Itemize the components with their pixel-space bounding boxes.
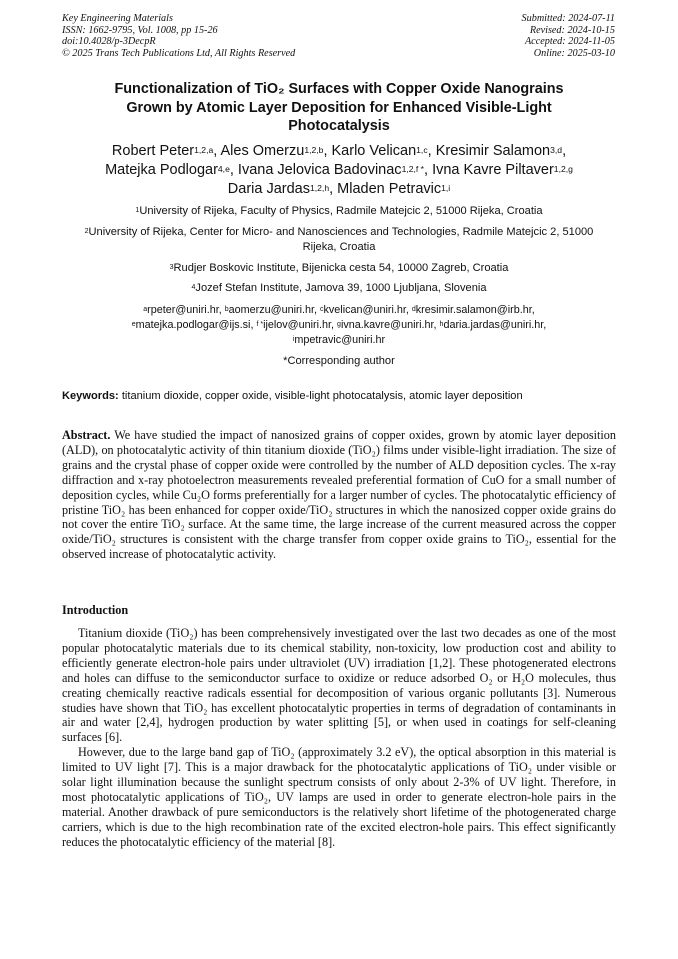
copyright: © 2025 Trans Tech Publications Ltd, All Rights Reserved: [62, 47, 296, 59]
email[interactable]: $^c$kvelican@uniri.hr: [320, 303, 406, 316]
keywords-text: titanium dioxide, copper oxide, visible-light photocatalysis, atomic layer deposition: [121, 390, 523, 402]
author-list: [66, 142, 612, 199]
revised-date: Revised: 2024-10-15: [529, 24, 615, 36]
email[interactable]: $^d$kresimir.salamon@irb.hr: [411, 303, 532, 316]
author-line: Robert Peter$^{1,2,a}$, Ales Omerzu$^{1,2,b}$, Karlo Velican$^{1,c}$, Kresimir Salamon$^{3,d}$,: [111, 143, 567, 159]
introduction-body: [62, 626, 616, 850]
affiliation: $^1$University of Rijeka, Faculty of Physics, Radmile Matejcic 2, 51000 Rijeka, Croatia: [135, 205, 543, 217]
author-line: Daria Jardas$^{1,2,h}$, Mladen Petravic$^{1,i}$: [227, 181, 451, 197]
paragraph: However, due to the large band gap of TiO₂ (approximately 3.2 eV), the optical absorption in this material is limited to UV light [7]. This is a major drawback for the photocatalytic applications of TiO₂ under visible or solar light illumination because the sunlight spectrum consists of only about 2-3% of UV light. Therefore, in most photocatalytic applications of TiO₂, UV lamps are used in order to generate electron-hole pairs in the material. Another drawback of pure semiconductors is the relatively short lifetime of the photogenerated charge carriers, which is due to the high recombination rate of the excited electron-hole pairs. This effect significantly reduces the photocatalytic efficiency of the material [8].: [62, 745, 616, 849]
author: Daria Jardas$^{1,2,h}$: [227, 181, 330, 197]
paragraph: Titanium dioxide (TiO₂) has been comprehensively investigated over the last two decades as one of the most popular photocatalytic materials due to its chemical stability, non-toxicity, low production cost and ability to efficiently generate electron-hole pairs under ultraviolet (UV) irradiation [1,2]. These photogenerated electrons and holes can diffuse to the semiconductor surface to oxidize or reduce adsorbed O₂ or H₂O molecules, thus creating chemically reactive radicals essential for decomposition of various organic pollutants [3]. Numerous studies have shown that TiO₂ has excellent photocatalytic properties in terms of degradation of contaminants in air and water [2,4], hydrogen production by water splitting [5], or when used in coatings for self-cleaning surfaces [6].: [62, 626, 616, 745]
author: Matejka Podlogar$^{4,e}$: [105, 162, 230, 178]
email[interactable]: $^h$daria.jardas@uniri.hr: [439, 318, 544, 331]
author-line: Matejka Podlogar$^{4,e}$, Ivana Jelovica Badovinac$^{1,2,f *}$, Ivna Kavre Piltaver$^{1,2,g}$: [105, 162, 573, 178]
author: Mladen Petravic$^{1,i}$: [337, 181, 451, 197]
journal-info: [62, 13, 295, 59]
corresponding-author-note: *Corresponding author: [283, 354, 395, 367]
keywords: [62, 389, 616, 404]
doi[interactable]: doi:10.4028/p-3DecpR: [62, 36, 156, 48]
email[interactable]: $^b$aomerzu@uniri.hr: [224, 303, 314, 316]
journal-name: Key Engineering Materials: [62, 13, 173, 24]
submitted-date: Submitted: 2024-07-11: [521, 13, 615, 24]
section-heading-introduction: Introduction: [62, 603, 129, 617]
email-list: $^a$rpeter@uniri.hr, $^b$aomerzu@uniri.hr, $^c$kvelican@uniri.hr, $^d$kresimir.salamon@irb.hr, $^e$matejka.podlogar@ijs.si, $^{f *}$ijelov@uniri.hr, $^g$ivna.kavre@uniri.hr, $^h$daria.jardas@uniri.hr, $^i$mpetravic@uniri.hr: [131, 303, 547, 346]
affiliations: [62, 204, 616, 369]
abstract: [62, 428, 616, 562]
paper-title: [80, 80, 598, 136]
issn: ISSN: 1662-9795, Vol. 1008, pp 15-26: [62, 24, 218, 36]
author: Ales Omerzu$^{1,2,b}$: [220, 143, 324, 159]
affiliation: $^3$Rudjer Boskovic Institute, Bijenicka cesta 54, 10000 Zagreb, Croatia: [169, 261, 509, 274]
title-line: Functionalization of TiO₂ Surfaces with Copper Oxide Nanograins: [114, 81, 564, 97]
accepted-date: Accepted: 2024-11-05: [524, 36, 615, 48]
online-date: Online: 2025-03-10: [533, 47, 615, 59]
title-line: Grown by Atomic Layer Deposition for Enhanced Visible-Light: [126, 99, 552, 116]
author: Kresimir Salamon$^{3,d}$: [435, 143, 563, 159]
affiliation: $^2$University of Rijeka, Center for Micro- and Nanosciences and Technologies, Radmile Matejcic 2, 51000 Rijeka, Croatia: [84, 225, 594, 253]
author: Robert Peter$^{1,2,a}$: [111, 143, 214, 159]
author: Ivna Kavre Piltaver$^{1,2,g}$: [432, 162, 573, 178]
email[interactable]: $^a$rpeter@uniri.hr: [143, 303, 219, 316]
email[interactable]: $^i$mpetravic@uniri.hr: [292, 333, 386, 346]
keywords-label: Keywords:: [62, 390, 119, 402]
author: Karlo Velican$^{1,c}$: [331, 143, 428, 159]
abstract-text: We have studied the impact of nanosized grains of copper oxides, grown by atomic layer deposition (ALD), on photocatalytic activity of thin titanium dioxide (TiO₂) films under visible-light irradiation. The size of grains and the crystal phase of copper oxide were controlled by the number of ALD deposition cycles. The x-ray diffraction and x-ray photoelectron measurements revealed preferential formation of CuO for a small number of deposition cycles, while Cu₂O forms preferentially for a larger number of cycles. The photocatalytic efficiency of pristine TiO₂ has been enhanced for copper oxide/TiO₂ structures in which the nanosized copper oxide grains do not cover the entire TiO₂ surface. At the same time, the large increase of the current measured across the copper oxide/TiO₂ structures is consistent with the charge transfer from copper oxide grains to TiO₂, essential for the observed increase of photocatalytic activity.: [62, 428, 616, 562]
email[interactable]: $^g$ivna.kavre@uniri.hr: [337, 318, 434, 331]
email[interactable]: $^{f *}$ijelov@uniri.hr: [256, 318, 332, 331]
email[interactable]: $^e$matejka.podlogar@ijs.si: [131, 318, 251, 331]
dates-info: [522, 13, 615, 59]
author: Ivana Jelovica Badovinac$^{1,2,f *}$: [237, 162, 425, 178]
title-line: Photocatalysis: [288, 118, 390, 134]
abstract-label: Abstract.: [62, 428, 111, 442]
affiliation: $^4$Jozef Stefan Institute, Jamova 39, 1000 Ljubljana, Slovenia: [191, 282, 487, 294]
